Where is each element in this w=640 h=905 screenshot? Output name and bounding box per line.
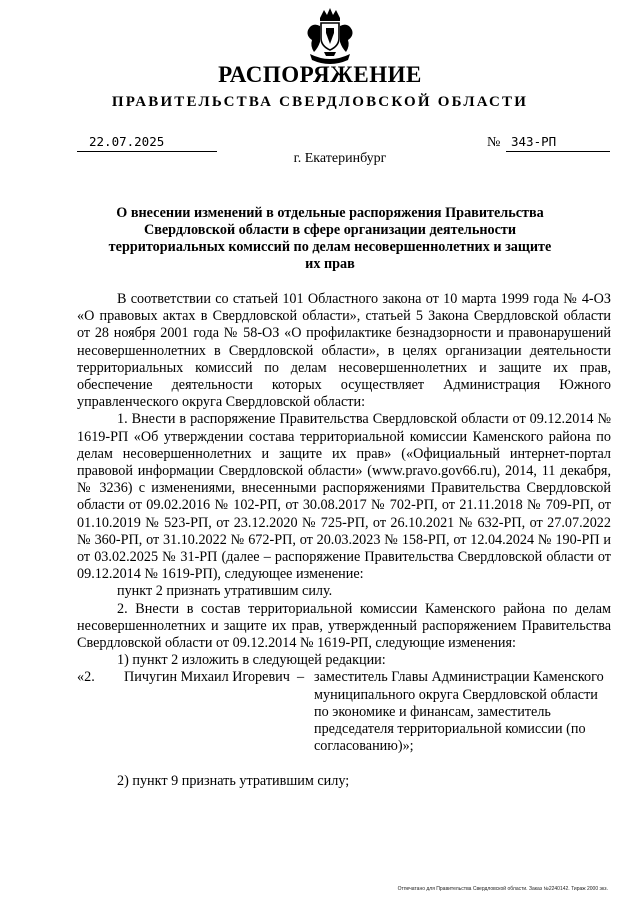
paragraph-preamble: В соответствии со статьей 101 Областного закона от 10 марта 1999 года № 4-ОЗ «О правовых актах в Свердловской области», статьей 5 Закона Свердловской области от 28 ноября 2001 года № 58-ОЗ «О профилактике безнадзорности и правонарушений несовершеннолетних в Свердловской области», в целях организации деятельности территориальных комиссий по делам несовершеннолетних и защите их прав, обеспечение деятельности которых осуществляет Администрация Южного управленческого округа Свердловской области:: [77, 291, 611, 411]
entry-number: «2.: [77, 669, 95, 686]
coat-of-arms-icon: [298, 4, 362, 68]
government-name: ПРАВИТЕЛЬСТВА СВЕРДЛОВСКОЙ ОБЛАСТИ: [111, 94, 529, 110]
entry-dash: –: [297, 669, 305, 686]
print-footer: Отпечатано для Правительства Свердловской области. Заказ №2240142. Тираж 2000 экз.: [397, 886, 608, 892]
entry-name: Пичугин Михаил Игоревич: [124, 669, 290, 686]
paragraph-item-2-sub-2: 2) пункт 9 признать утратившим силу;: [117, 773, 350, 790]
entry-position: заместитель Главы Администрации Каменского муниципального округа Свердловской области по экономике и финансам, заместитель председателя территориальной комиссии (по согласованию)»;: [314, 669, 604, 755]
member-entry: [77, 669, 611, 773]
paragraph-item-1-change: пункт 2 признать утратившим силу.: [117, 583, 333, 600]
paragraph-item-1: 1. Внести в распоряжение Правительства Свердловской области от 09.12.2014 № 1619-РП «Об утверждении состава территориальной комиссии Каменского района по делам несовершеннолетних и защите их прав» («Официальный интернет-портал правовой информации Свердловской области» (www.pravo.gov66.ru), 2014, 11 декабря, № 3236) с изменениями, внесенными распоряжениями Правительства Свердловской области от 09.02.2016 № 102-РП, от 30.08.2017 № 702-РП, от 21.11.2018 № 709-РП, от 01.10.2019 № 523-РП, от 23.12.2020 № 725-РП, от 26.10.2021 № 632-РП, от 27.07.2022 № 360-РП, от 31.10.2022 № 672-РП, от 20.03.2023 № 158-РП, от 12.04.2024 № 190-РП и от 03.02.2025 № 31-РП (далее – распоряжение Правительства Свердловской области от 09.12.2014 № 1619-РП), следующее изменение:: [77, 411, 611, 583]
number-label: №: [487, 135, 501, 150]
paragraph-item-2: 2. Внести в состав территориальной комиссии Каменского района по делам несовершеннолетних и защите их прав, утвержденный распоряжением Правительства Свердловской области от 09.12.2014 № 1619-РП, следующие изменения:: [77, 600, 611, 652]
document-title: О внесении изменений в отдельные распоряжения Правительства Свердловской области в сфере организации деятельности территориальных комиссий по делам несовершеннолетних и защите их прав: [108, 205, 552, 272]
document-date: 22.07.2025: [77, 134, 217, 152]
document-type-heading: РАСПОРЯЖЕНИЕ: [218, 62, 422, 87]
city-name: г. Екатеринбург: [293, 151, 387, 166]
document-body: [77, 291, 611, 791]
paragraph-item-2-sub-1: 1) пункт 2 изложить в следующей редакции:: [117, 652, 386, 669]
document-number: 343-РП: [506, 134, 610, 152]
